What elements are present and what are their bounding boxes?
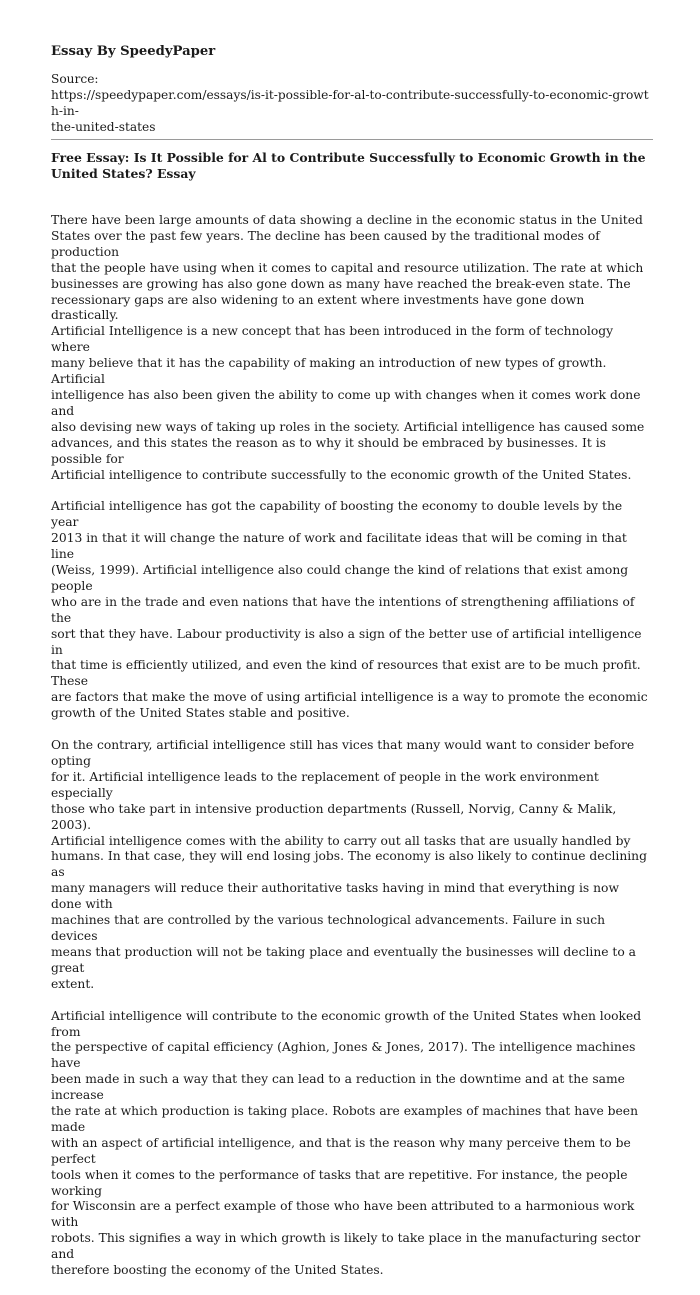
essay-paragraph: Artificial intelligence has got the capability of boosting the economy to double levels by the year 2013 in that it will change the nature of work and facilitate ideas that will be coming in that line (Weiss, 1999). Artificial intelligence also could change the kind of relations that exist among people who are in the trade and even nations that have the intentions of strengthening affiliations of the sort that they have. Labour productivity is also a sign of the better use of artificial intelligence in that time is efficiently utilized, and even the kind of resources that exist are to be much profit. These are factors that make the move of using artificial intelligence is a way to promote the economic growth of the United States stable and positive. (51, 499, 648, 721)
essay-body (51, 213, 653, 1295)
header-divider (51, 139, 653, 140)
source-url: https://speedypaper.com/essays/is-it-possible-for-al-to-contribute-successfully-to-economic-growth-in- the-united-states (51, 88, 649, 134)
source-label: Source: (51, 72, 99, 86)
essay-title: Free Essay: Is It Possible for Al to Contribute Successfully to Economic Growth in the United States? Essay (51, 150, 646, 181)
source-block (51, 71, 653, 135)
document-header-title: Essay By SpeedyPaper (51, 44, 216, 59)
essay-paragraph: Artificial intelligence will contribute to the economic growth of the United States when looked from the perspective of capital efficiency (Aghion, Jones & Jones, 2017). The intelligence machines have been made in such a way that they can lead to a reduction in the downtime and at the same increase the rate at which production is taking place. Robots are examples of machines that have been made with an aspect of artificial intelligence, and that is the reason why many perceive them to be perfect tools when it comes to the performance of tasks that are repetitive. For instance, the people working for Wisconsin are a perfect example of those who have been attributed to a harmonious work with robots. This signifies a way in which growth is likely to take place in the manufacturing sector and therefore boosting the economy of the United States. (51, 1008, 642, 1278)
essay-paragraph: On the contrary, artificial intelligence still has vices that many would want to consider before opting for it. Artificial intelligence leads to the replacement of people in the work environment especially those who take part in intensive production departments (Russell, Norvig, Canny & Malik, 2003). Artificial intelligence comes with the ability to carry out all tasks that are usually handled by humans. In that case, they will end losing jobs. The economy is also likely to continue declining as many managers will reduce their authoritative tasks having in mind that everything is now done with machines that are controlled by the various technological advancements. Failure in such devices means that production will not be taking place and eventually the businesses will decline to a great extent. (51, 738, 647, 991)
essay-paragraph: There have been large amounts of data showing a decline in the economic status in the United States over the past few years. The decline has been caused by the traditional modes of production that the people have using when it comes to capital and resource utilization. The rate at which businesses are growing has also gone down as many have reached the break-even state. The recessionary gaps are also widening to an extent where investments have gone down drastically. Artificial Intelligence is a new concept that has been introduced in the form of technology where many believe that it has the capability of making an introduction of new types of growth. Artificial intelligence has also been given the ability to come up with changes when it comes work done and also devising new ways of taking up roles in the society. Artificial intelligence has caused some advances, and this states the reason as to why it should be embraced by businesses. It is possible for Artificial intelligence to contribute successfully to the economic growth of the United States. (51, 213, 645, 482)
